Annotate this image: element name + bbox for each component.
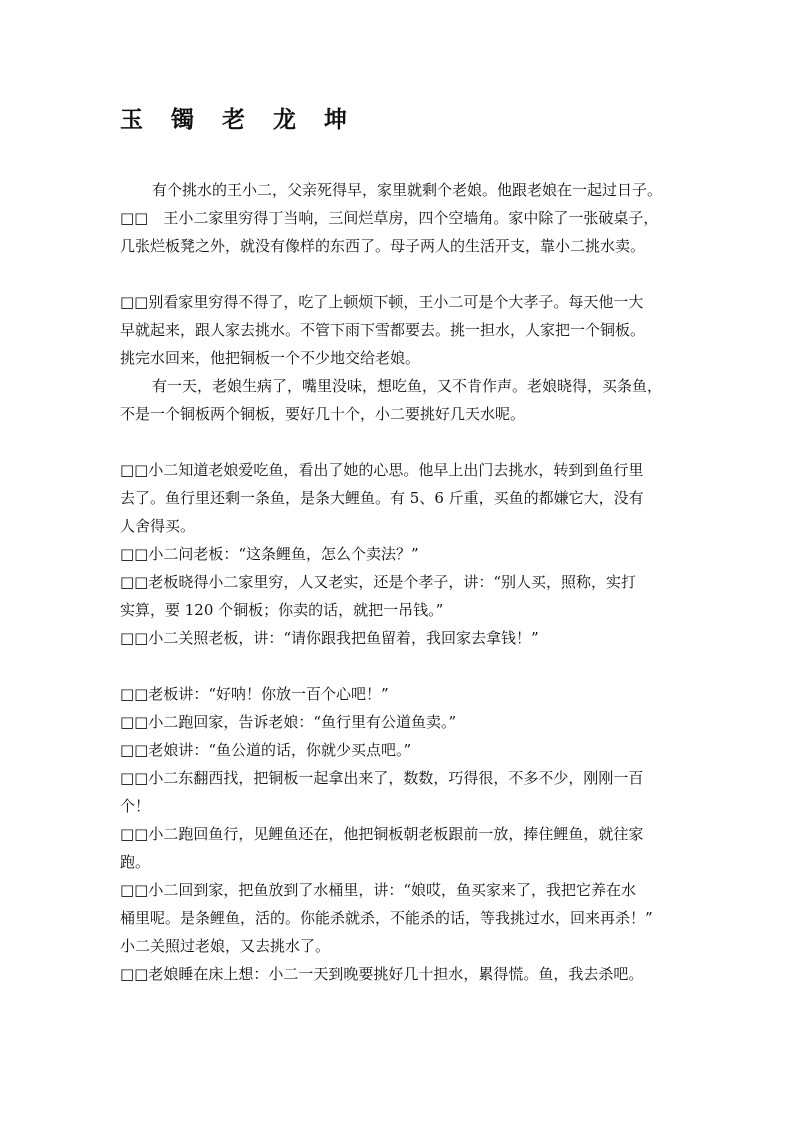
text-line: □□小二问老板：“这条鲤鱼，怎么个卖法？” [120,545,419,563]
paragraph-spacer [120,260,680,288]
text-line: □□小二回到家，把鱼放到了水桶里，讲：“娘哎，鱼买家来了，我把它养在水 [120,881,637,899]
document-title: 玉 镯 老 龙 坤 [120,106,358,133]
text-line: 早就起来，跟人家去挑水。不管下雨下雪都要去。挑一担水，人家把一个铜板。 [120,321,646,339]
text-line: 有个挑水的王小二，父亲死得早，家里就剩个老娘。他跟老娘在一起过日子。 [152,181,663,199]
text-line: 去了。鱼行里还剩一条鱼，是条大鲤鱼。有 5、6 斤重，买鱼的都嫌它大，没有 [120,489,644,507]
text-line: 个！ [120,797,151,815]
text-line: □□小二跑回家，告诉老娘：“鱼行里有公道鱼卖。” [120,713,457,731]
text-line: □□小二知道老娘爱吃鱼，看出了她的心思。他早上出门去挑水，转到到鱼行里 [120,461,644,479]
text-line: □□小二跑回鱼行，见鲤鱼还在，他把铜板朝老板跟前一放，捧住鲤鱼，就往家 [120,825,644,843]
text-line: □□小二东翻西找，把铜板一起拿出来了，数数，巧得很，不多不少，刚刚一百 [120,769,644,787]
text-line: 实算，要 120 个铜板；你卖的话，就把一吊钱。” [120,601,444,619]
document-body [120,176,680,988]
text-line: □□别看家里穷得不得了，吃了上顿烦下顿，王小二可是个大孝子。每天他一大 [120,293,644,311]
text-line: 不是一个铜板两个铜板，要好几十个，小二要挑好几天水呢。 [120,405,526,423]
text-line: 跑。 [120,853,151,871]
text-line: □□老娘讲：“鱼公道的话，你就少买点吧。” [120,741,412,759]
text-line: 几张烂板凳之外，就没有像样的东西了。母子两人的生活开支，靠小二挑水卖。 [120,237,646,255]
text-line: □□老娘睡在床上想：小二一天到晚要挑好几十担水，累得慌。鱼，我去杀吧。 [120,965,644,983]
text-line: 小二关照过老娘，又去挑水了。 [120,937,331,955]
text-line: □□ 王小二家里穷得丁当响，三间烂草房，四个空墙角。家中除了一张破桌子， [120,209,659,227]
text-line: 人舍得买。 [120,517,196,535]
text-line: □□小二关照老板，讲：“请你跟我把鱼留着，我回家去拿钱！” [120,629,539,647]
paragraph-spacer [120,428,680,456]
paragraph-spacer [120,652,680,680]
text-line: 桶里呢。是条鲤鱼，活的。你能杀就杀，不能杀的话，等我挑过水，回来再杀！” [120,909,653,927]
text-line: □□老板晓得小二家里穷，人又老实，还是个孝子，讲：“别人买，照称，实打 [120,573,637,591]
text-line: 挑完水回来，他把铜板一个不少地交给老娘。 [120,349,421,367]
text-line: □□老板讲：“好呐！你放一百个心吧！” [120,685,389,703]
text-line: 有一天，老娘生病了，嘴里没味，想吃鱼，又不肯作声。老娘晓得，买条鱼， [152,377,663,395]
